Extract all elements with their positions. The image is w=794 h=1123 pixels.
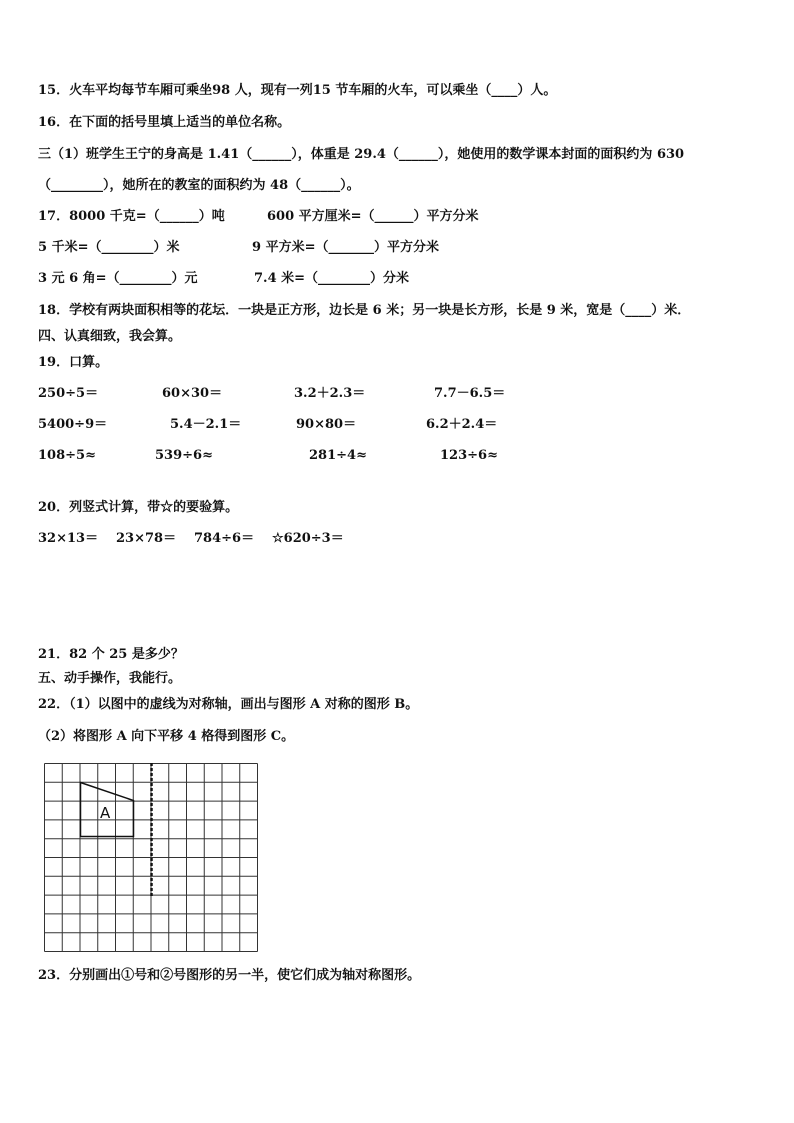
vertical-calc-item: ☆620÷3＝ bbox=[272, 531, 344, 546]
oral-calc-item: 123÷6≈ bbox=[440, 448, 498, 463]
shape-a-label: A bbox=[100, 804, 111, 822]
question-22-part-2: （2）将图形 A 向下平移 4 格得到图形 C。 bbox=[38, 729, 295, 744]
oral-calc-item: 60×30＝ bbox=[162, 386, 223, 401]
oral-calc-item: 281÷4≈ bbox=[309, 448, 367, 463]
question-17-item: 9 平方米=（_______）平方分米 bbox=[252, 240, 439, 255]
question-17-item: 7.4 米=（________）分米 bbox=[254, 271, 410, 286]
question-21: 21．82 个 25 是多少？ bbox=[38, 647, 184, 662]
question-18: 18．学校有两块面积相等的花坛．一块是正方形，边长是 6 米；另一块是长方形，长是 9 米，宽是（____）米． bbox=[38, 303, 691, 318]
question-19: 19．口算。 bbox=[38, 355, 109, 370]
question-17-item: 3 元 6 角=（________）元 bbox=[38, 271, 198, 286]
symmetry-grid-figure bbox=[44, 763, 258, 953]
question-16-line-2: （________），她所在的教室的面积约为 48（______）。 bbox=[38, 178, 360, 193]
oral-calc-item: 5400÷9＝ bbox=[38, 417, 108, 432]
oral-calc-item: 90×80＝ bbox=[296, 417, 357, 432]
oral-calc-item: 7.7－6.5＝ bbox=[434, 386, 506, 401]
vertical-calc-item: 784÷6＝ bbox=[194, 531, 255, 546]
question-17-item: 17．8000 千克=（______）吨 bbox=[38, 209, 225, 224]
oral-calc-item: 5.4－2.1＝ bbox=[170, 417, 242, 432]
section-4-heading: 四、认真细致，我会算。 bbox=[38, 329, 182, 344]
question-23: 23．分别画出①号和②号图形的另一半，使它们成为轴对称图形。 bbox=[38, 968, 421, 983]
section-5-heading: 五、动手操作，我能行。 bbox=[38, 671, 182, 686]
vertical-calc-item: 23×78＝ bbox=[116, 531, 177, 546]
question-15: 15．火车平均每节车厢可乘坐98 人，现有一列15 节车厢的火车，可以乘坐（____）人。 bbox=[38, 83, 557, 98]
oral-calc-item: 3.2＋2.3＝ bbox=[294, 386, 366, 401]
grid-lines bbox=[45, 764, 258, 952]
oral-calc-item: 6.2＋2.4＝ bbox=[426, 417, 498, 432]
question-16: 16．在下面的括号里填上适当的单位名称。 bbox=[38, 115, 291, 130]
oral-calc-item: 250÷5＝ bbox=[38, 386, 99, 401]
oral-calc-item: 108÷5≈ bbox=[38, 448, 96, 463]
question-22-part-1: 22．（1）以图中的虚线为对称轴，画出与图形 A 对称的图形 B。 bbox=[38, 697, 419, 712]
question-20: 20．列竖式计算，带☆的要验算。 bbox=[38, 500, 239, 515]
grid-svg bbox=[44, 763, 258, 953]
question-17-item: 5 千米=（________）米 bbox=[38, 240, 180, 255]
vertical-calc-item: 32×13＝ bbox=[38, 531, 99, 546]
question-17-item: 600 平方厘米=（______）平方分米 bbox=[267, 209, 479, 224]
oral-calc-item: 539÷6≈ bbox=[155, 448, 213, 463]
question-16-line-1: 三（1）班学生王宁的身高是 1.41（______），体重是 29.4（______），她使用的数学课本封面的面积约为 630 bbox=[38, 147, 685, 162]
